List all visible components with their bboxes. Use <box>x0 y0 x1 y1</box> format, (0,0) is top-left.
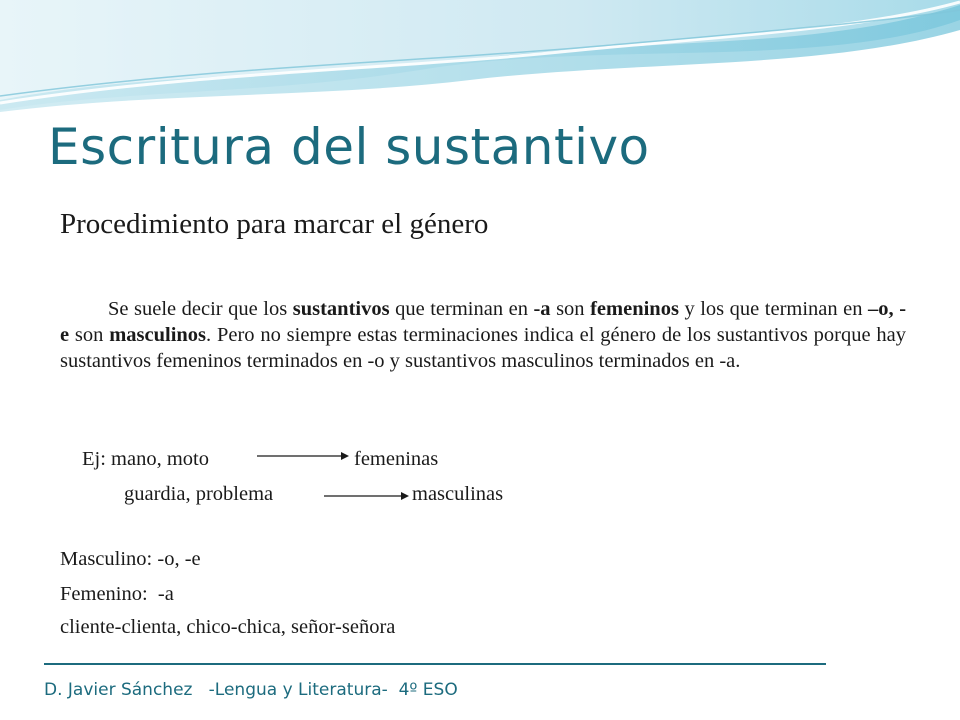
para-bold: masculinos <box>109 324 207 346</box>
para-bold: –o, -e <box>60 298 907 346</box>
example-row-1-words: Ej: mano, moto <box>82 448 209 470</box>
footer-text: D. Javier Sánchez -Lengua y Literatura- 4º ESO <box>44 680 458 700</box>
para-text: . Pero no siempre estas terminaciones indica el género de los sustantivos porque hay sustantivos femeninos terminados en -o y sustantivos masculinos terminados en -a. <box>60 324 906 372</box>
example-row-2-result: masculinas <box>412 483 504 505</box>
example-row-2-words: guardia, problema <box>124 483 274 505</box>
rule-examples-pairs: cliente-clienta, chico-chica, señor-señora <box>60 616 396 638</box>
example-row-1-result: femeninas <box>354 448 439 470</box>
rule-femenino: Femenino: -a <box>60 583 174 605</box>
para-bold: -a <box>533 298 551 320</box>
para-bold: femeninos <box>590 298 679 320</box>
header-wave-decoration <box>0 0 960 130</box>
para-bold: sustantivos <box>292 298 390 320</box>
footer-divider <box>44 663 826 665</box>
slide-subtitle: Procedimiento para marcar el género <box>60 208 489 240</box>
arrow-right-icon <box>255 446 350 466</box>
para-text: y los que terminan en <box>678 298 869 320</box>
para-text: que terminan en <box>389 298 534 320</box>
arrow-right-icon <box>322 486 410 506</box>
para-text: son <box>69 324 110 346</box>
explanation-paragraph <box>60 296 906 374</box>
para-text: Se suele decir que los <box>108 298 293 320</box>
para-text: son <box>550 298 591 320</box>
slide-title: Escritura del sustantivo <box>48 118 650 176</box>
rule-masculino: Masculino: -o, -e <box>60 548 201 570</box>
